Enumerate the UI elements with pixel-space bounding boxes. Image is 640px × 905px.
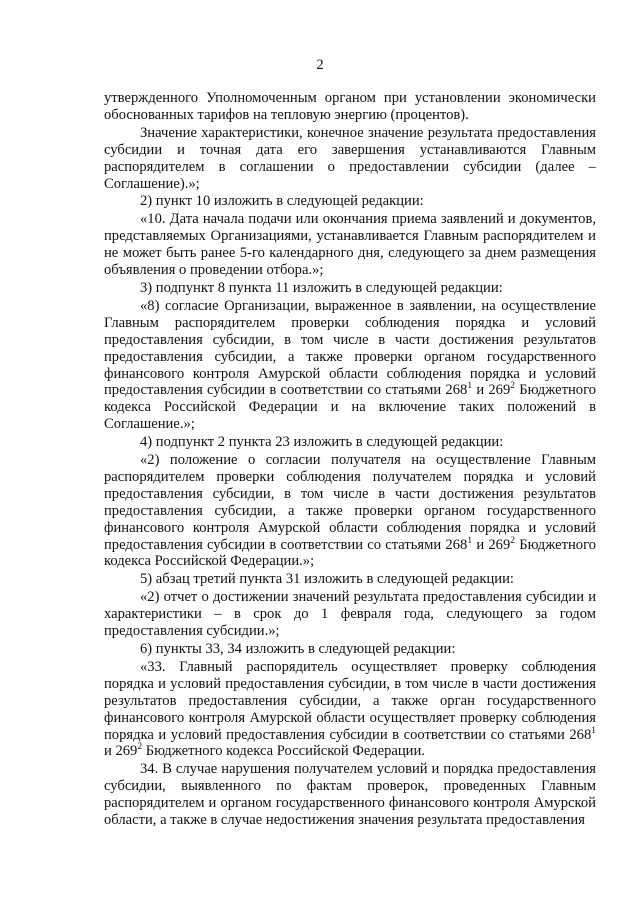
page-number: 2 (316, 57, 324, 73)
paragraph-point-34: 34. В случае нарушения получателем условий и порядка предоставления субсидии, выявленного по фактам проверок, проведенных Главным распорядителем и органом государственного финансового контроля Амурской области, а также в случае недостижения значения результата предоставления (104, 761, 596, 829)
superscript: 1 (467, 381, 473, 392)
paragraph-subpoint-8 (104, 298, 596, 433)
paragraph-text: и 269 (472, 536, 511, 553)
paragraph-item-2-heading: 2) пункт 10 изложить в следующей редакции: (140, 193, 424, 210)
paragraph-text: «33. Главный распорядитель осуществляет проверку соблюдения порядка и условий предоставления субсидии, в том числе в части достижения результатов предоставления субсидии, а также орган государственного финансового контроля Амурской области осуществляет проверку соблюдения порядка и условий предоставления субсидии в соответствии со статьями 268 (104, 658, 596, 743)
paragraph-text: и 269 (472, 382, 511, 399)
superscript: 2 (510, 535, 516, 546)
superscript: 2 (137, 742, 143, 753)
paragraph-text: «2) положение о согласии получателя на осуществление Главным распорядителем проверки соблюдения получателем порядка и условий предоставления субсидии, в том числе в части достижения результатов предоставления субсидии, а также проверки органом государственного финансового контроля Амурской области соблюдения порядка и условий предоставления субсидии в соответствии со статьями 268 (104, 452, 596, 553)
superscript: 1 (591, 725, 596, 736)
superscript: 2 (510, 381, 516, 392)
superscript: 1 (467, 535, 473, 546)
paragraph-text: «8) согласие Организации, выраженное в заявлении, на осуществление Главным распорядителем проверки соблюдения порядка и условий предоставления субсидии, в том числе в части достижения результатов предоставления субсидии, а также проверки органом государственного финансового контроля Амурской области соблюдения порядка и условий предоставления субсидии в соответствии со статьями 268 (104, 297, 596, 399)
paragraph-item-5-heading: 5) абзац третий пункта 31 изложить в следующей редакции: (140, 571, 514, 588)
paragraph-point-10: «10. Дата начала подачи или окончания приема заявлений и документов, представляемых Организациями, устанавливается Главным распорядителем и не может быть ранее 5-го календарного дня, следующего за днем размещения объявления о проведении отбора.»; (104, 211, 596, 279)
paragraph-point-33 (104, 659, 596, 760)
paragraph-item-6-heading: 6) пункты 33, 34 изложить в следующей редакции: (140, 641, 456, 657)
paragraph-item-3-heading: 3) подпункт 8 пункта 11 изложить в следующей редакции: (140, 279, 503, 296)
paragraph-text: и 269 (104, 743, 138, 760)
paragraph-text: Бюджетного кодекса Российской Федерации.»; (104, 536, 596, 570)
paragraph-text: Бюджетного кодекса Российской Федерации. (142, 743, 425, 760)
document-body (104, 90, 596, 829)
paragraph-tariff-continuation: утвержденного Уполномоченным органом при установлении экономически обоснованных тарифов на тепловую энергию (процентов). (104, 90, 596, 123)
paragraph-report-deadline: «2) отчет о достижении значений результата предоставления субсидии и характеристики – в срок до 1 февраля года, следующего за годом предоставления субсидии.»; (104, 589, 596, 640)
paragraph-subpoint-2 (104, 452, 596, 570)
paragraph-text: Бюджетного кодекса Российской Федерации и на включение таких положений в Соглашение.»; (104, 382, 596, 433)
paragraph-item-4-heading: 4) подпункт 2 пункта 23 изложить в следующей редакции: (140, 434, 504, 451)
paragraph-characteristic-value: Значение характеристики, конечное значение результата предоставления субсидии и точная дата его завершения устанавливаются Главным распорядителем в соглашении о предоставлении субсидии (далее – Соглашение).»; (104, 124, 596, 192)
